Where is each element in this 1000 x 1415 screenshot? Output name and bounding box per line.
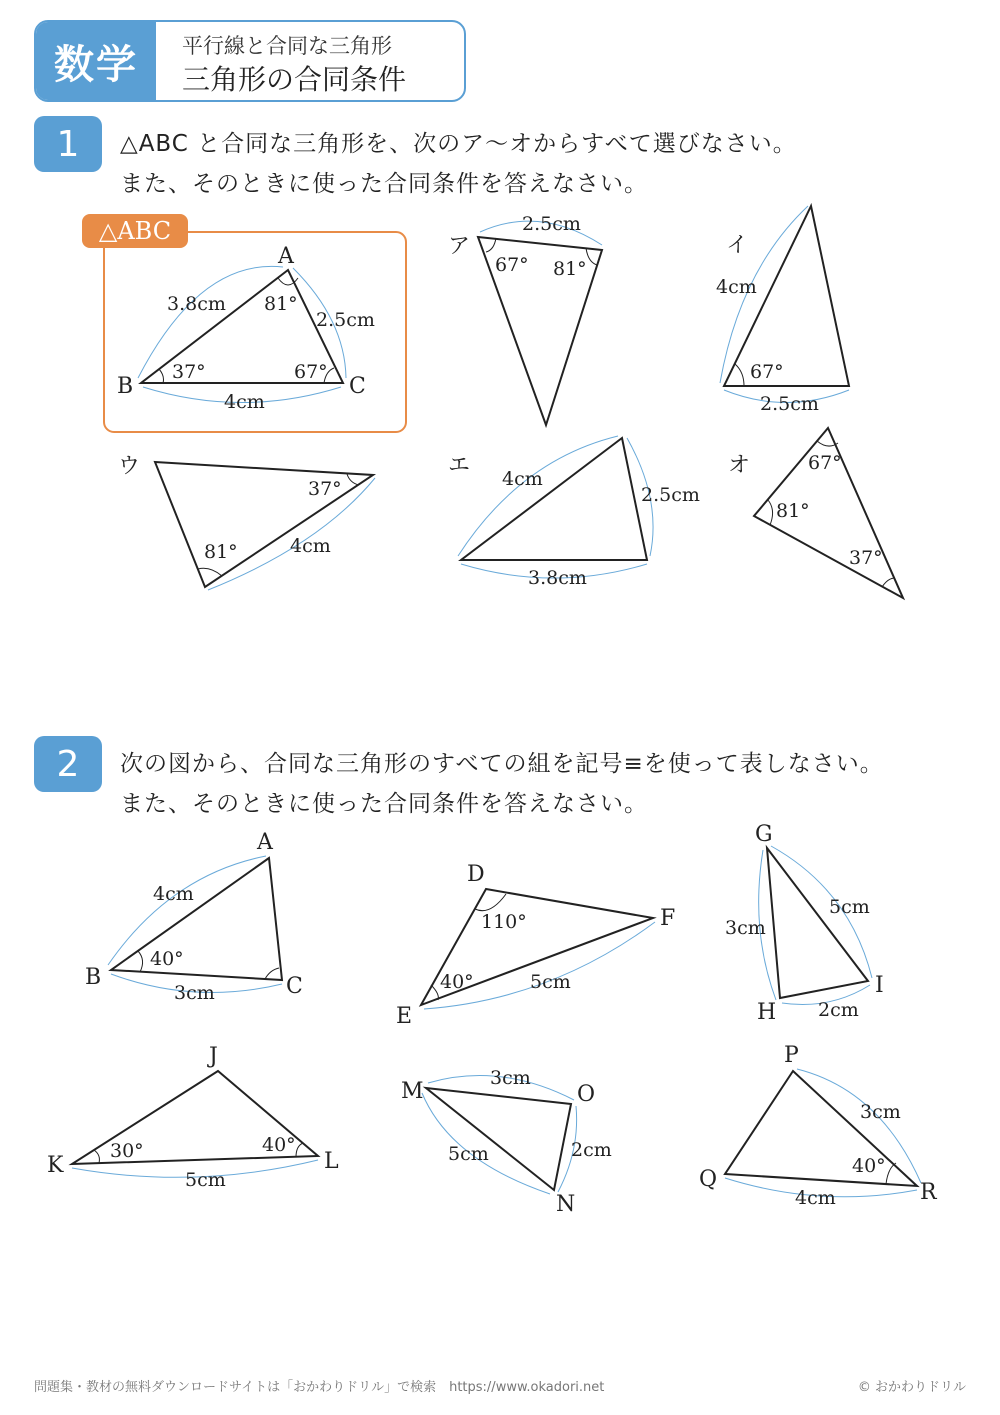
triangle-u-angle-2: 81° bbox=[204, 541, 238, 563]
q2-vertex-o: O bbox=[577, 1082, 596, 1107]
q2-vertex-m: M bbox=[401, 1079, 424, 1104]
triangle-e-shape bbox=[461, 438, 647, 560]
q2-triangle-ghi bbox=[725, 822, 884, 1025]
question-2-line-1: 次の図から、合同な三角形のすべての組を記号≡を使って表しなさい。 bbox=[120, 751, 884, 777]
q2-triangle-jkl bbox=[47, 1044, 339, 1191]
q2-vertex-c: C bbox=[286, 974, 303, 999]
q2-side-qr: 4cm bbox=[795, 1187, 836, 1209]
q2-angle-r: 40° bbox=[852, 1155, 886, 1177]
q2-triangle-mno bbox=[401, 1067, 612, 1217]
triangle-e-label: エ bbox=[448, 453, 471, 478]
q2-side-on: 2cm bbox=[571, 1139, 612, 1161]
q2-vertex-p: P bbox=[784, 1043, 799, 1068]
q2-triangle-pqr bbox=[699, 1043, 938, 1209]
q2-triangle-abc bbox=[85, 830, 303, 1004]
q2-vertex-l: L bbox=[324, 1149, 339, 1174]
q2-angle-e-mark bbox=[431, 985, 438, 1000]
vertex-c-label: C bbox=[349, 374, 366, 399]
triangle-i-side-2: 2.5cm bbox=[760, 393, 819, 415]
vertex-a-label: A bbox=[278, 244, 294, 269]
question-1-number: 1 bbox=[34, 116, 102, 172]
triangle-u-angle-2-mark bbox=[198, 568, 222, 576]
q2-vertex-a: A bbox=[257, 830, 273, 855]
reference-triangle-label: △ABC bbox=[82, 214, 188, 248]
q2-side-ab: 4cm bbox=[153, 883, 194, 905]
question-1-line-2: また、そのときに使った合同条件を答えなさい。 bbox=[120, 171, 648, 197]
q2-triangle-def bbox=[396, 862, 675, 1029]
triangle-e-side-2: 2.5cm bbox=[641, 484, 700, 506]
triangle-e-side-3: 3.8cm bbox=[528, 567, 587, 589]
footer-copyright: © おかわりドリル bbox=[857, 1380, 966, 1395]
q1-triangle-e bbox=[448, 436, 700, 589]
side-ac-length: 2.5cm bbox=[316, 309, 375, 331]
triangle-a-angle-left-mark bbox=[486, 238, 496, 252]
worksheet-title: 三角形の合同条件 bbox=[182, 63, 407, 96]
q2-vertex-r: R bbox=[920, 1180, 937, 1205]
question-1-line-1: △ABC と合同な三角形を、次のア～オからすべて選びなさい。 bbox=[120, 131, 797, 157]
q2-side-mn: 5cm bbox=[448, 1143, 489, 1165]
q1-triangle-i bbox=[716, 206, 849, 415]
triangle-o-angle-3: 37° bbox=[849, 547, 883, 569]
q2-vertex-f: F bbox=[660, 906, 676, 931]
q2-side-hi: 2cm bbox=[818, 999, 859, 1021]
triangle-i-angle: 67° bbox=[750, 361, 784, 383]
triangle-a-angle-2: 81° bbox=[553, 258, 587, 280]
q2-angle-b: 40° bbox=[150, 948, 184, 970]
q2-side-gi: 5cm bbox=[829, 896, 870, 918]
q2-vertex-b: B bbox=[85, 965, 102, 990]
q2-side-mo: 3cm bbox=[490, 1067, 531, 1089]
triangle-o-angle-2: 81° bbox=[776, 500, 810, 522]
q2-angle-k-mark bbox=[94, 1150, 99, 1163]
triangle-o-angle-1: 67° bbox=[808, 452, 842, 474]
q2-side-kl: 5cm bbox=[185, 1169, 226, 1191]
q1-triangle-o bbox=[728, 428, 903, 598]
side-ab-arc bbox=[138, 266, 283, 378]
angle-a-value: 81° bbox=[264, 293, 298, 315]
angle-b-mark bbox=[159, 369, 164, 383]
q2-angle-e: 40° bbox=[440, 971, 474, 993]
q2-side-ab-arc bbox=[108, 856, 266, 965]
angle-b-value: 37° bbox=[172, 361, 206, 383]
q2-side-ef: 5cm bbox=[530, 971, 571, 993]
q2-vertex-d: D bbox=[467, 862, 485, 887]
triangle-e-side-1: 4cm bbox=[502, 468, 543, 490]
q2-angle-d: 110° bbox=[481, 911, 527, 933]
q2-vertex-n: N bbox=[556, 1192, 576, 1217]
q2-triangle-mno-shape bbox=[426, 1088, 571, 1190]
side-bc-length: 4cm bbox=[224, 391, 265, 413]
q2-side-ef-arc bbox=[424, 922, 655, 1009]
q2-vertex-e: E bbox=[396, 1004, 413, 1029]
q1-triangle-abc bbox=[117, 244, 375, 413]
q2-vertex-h: H bbox=[757, 1000, 777, 1025]
q2-angle-b-mark bbox=[138, 951, 143, 972]
triangle-a-angle-right-mark bbox=[586, 248, 597, 265]
footer-site-note: 問題集・教材の無料ダウンロードサイトは「おかわりドリル」で検索 https://www.okadori.net bbox=[34, 1380, 605, 1395]
question-2-number: 2 bbox=[34, 736, 102, 792]
side-ab-length: 3.8cm bbox=[167, 293, 226, 315]
q1-triangle-u bbox=[118, 454, 375, 590]
q2-angle-c-mark bbox=[265, 968, 279, 979]
triangle-u-side: 4cm bbox=[290, 535, 331, 557]
triangle-i-label: イ bbox=[726, 233, 749, 258]
triangle-o-angle-2-mark bbox=[768, 500, 773, 525]
subject-badge: 数学 bbox=[36, 22, 156, 100]
q2-angle-l: 40° bbox=[262, 1134, 296, 1156]
triangle-i-angle-mark bbox=[735, 364, 744, 386]
q2-triangle-ghi-shape bbox=[767, 848, 868, 998]
triangle-a-label: ア bbox=[448, 234, 471, 259]
triangle-i-side-1: 4cm bbox=[716, 276, 757, 298]
triangle-o-label: オ bbox=[728, 453, 751, 478]
q2-angle-l-mark bbox=[296, 1143, 303, 1157]
question-2-line-2: また、そのときに使った合同条件を答えなさい。 bbox=[120, 791, 648, 817]
triangle-a-side: 2.5cm bbox=[522, 213, 581, 235]
q2-vertex-j: J bbox=[209, 1044, 218, 1069]
q2-vertex-g: G bbox=[755, 822, 773, 847]
q2-vertex-i: I bbox=[875, 973, 884, 998]
q2-side-gh: 3cm bbox=[725, 917, 766, 939]
triangle-u-right-arc bbox=[208, 478, 375, 590]
q2-vertex-q: Q bbox=[699, 1167, 718, 1192]
q2-side-bc: 3cm bbox=[174, 982, 215, 1004]
angle-c-value: 67° bbox=[294, 361, 328, 383]
q2-side-pr: 3cm bbox=[860, 1101, 901, 1123]
triangle-u-angle-1: 37° bbox=[308, 478, 342, 500]
vertex-b-label: B bbox=[117, 374, 134, 399]
triangle-u-label: ウ bbox=[118, 454, 141, 479]
q2-triangle-abc-shape bbox=[111, 858, 282, 980]
worksheet-subtitle: 平行線と合同な三角形 bbox=[182, 34, 392, 58]
q2-vertex-k: K bbox=[47, 1153, 64, 1178]
triangle-u-angle-1-mark bbox=[347, 474, 359, 485]
triangle-e-left-arc bbox=[458, 436, 618, 556]
q1-triangle-a bbox=[448, 213, 602, 425]
q2-angle-k: 30° bbox=[110, 1140, 144, 1162]
triangle-o-angle-3-mark bbox=[882, 578, 895, 587]
triangle-a-angle-1: 67° bbox=[495, 254, 529, 276]
